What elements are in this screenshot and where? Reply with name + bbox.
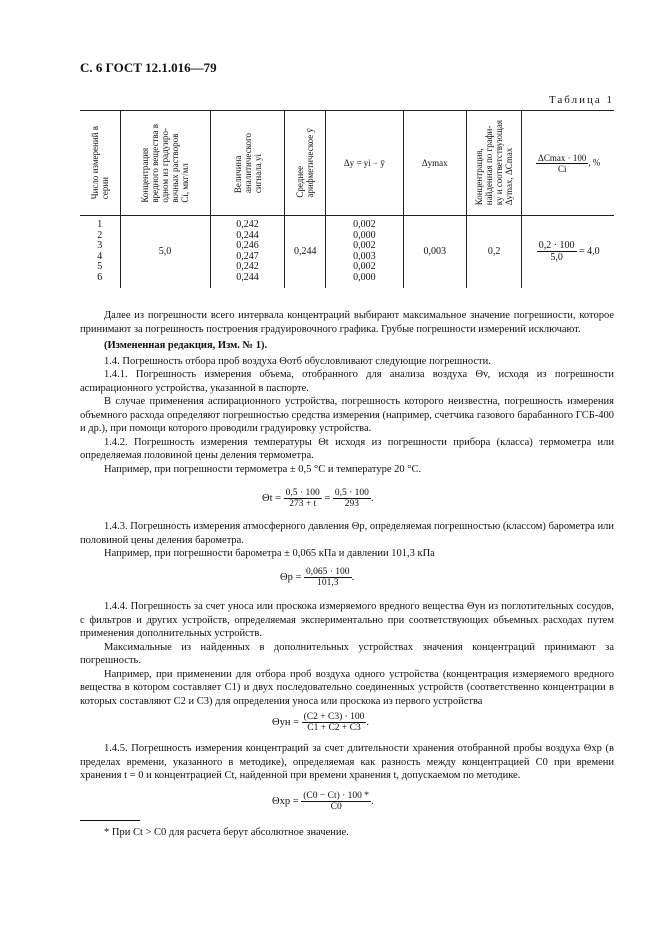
paragraph: 1.4.4. Погрешность за счет уноса или проскока измеряемого вредного вещества Θун из поглотительных сосудов, с фильтров и других устройств, определяемая экспериментально при соответствующих объемных расходах путем применения дополнительных устройств. xyxy=(80,601,614,639)
header-count: Число измерений в серии xyxy=(80,111,120,216)
formula-pressure: Θр = $\frac{0,065 \cdot 100}{101,3}$ . xyxy=(280,567,355,588)
signal-column: 0,242 0,244 0,246 0,247 0,242 0,244 xyxy=(210,216,285,288)
paragraph: 1.4. Погрешность отбора проб воздуха Θотб обусловливают следующие погрешности. xyxy=(104,355,491,367)
concentration-cell: 5,0 xyxy=(120,216,210,288)
amendment-note: (Измененная редакция, Изм. № 1). xyxy=(104,340,268,351)
paragraph: Например, при применении для отбора проб воздуха одного устройства (концентрация измеряемого вредного вещества в котором составляет C1) и двух последовательно соединенных устройств (соответственно концентрации в которых составляют C2 и C3) для определения уноса или проскока из первого устройства xyxy=(80,668,614,707)
header-signal: Величина аналитического сигнала yi xyxy=(210,111,285,216)
header-percent: $\frac{\Delta Cmax \cdot 100}{Ci}$ , % xyxy=(522,111,614,216)
header-found-concentration: Концентрация, найденная по графи- ку и соответствующая Δymax, ΔCmax xyxy=(466,111,522,216)
page-header: С. 6 ГОСТ 12.1.016—79 xyxy=(80,60,217,75)
data-table xyxy=(80,110,614,288)
delta-max-cell: 0,003 xyxy=(403,216,466,288)
formula-temperature: Θt = $\frac{0,5 \cdot 100}{273 + t}$ = $\frac{0,5 \cdot 100}{293}$ . xyxy=(262,488,374,509)
formula-storage: Θхр = $\frac{(C0 - Ct) \cdot 100 *}{C0}$ . xyxy=(272,791,374,812)
paragraph: Максимальные из найденных в дополнительных устройствах значения концентраций принимают за погрешность. xyxy=(80,641,614,666)
paragraph: 1.4.3. Погрешность измерения атмосферного давления Θр, определяемая погрешностью (классом) барометра или половиной цены деления барометра. xyxy=(80,521,614,546)
formula-carryover: Θун = $\frac{(C2 + C3) \cdot 100}{C1 + C2 + C3}$ . xyxy=(272,712,370,733)
header-delta: Δy = yi − ȳ xyxy=(326,111,404,216)
paragraph: Например, при погрешности барометра ± 0,065 кПа и давлении 101,3 кПа xyxy=(104,548,435,559)
found-concentration-cell: 0,2 xyxy=(466,216,522,288)
mean-cell: 0,244 xyxy=(285,216,326,288)
paragraph: 1.4.2. Погрешность измерения температуры Θt исходя из погрешности прибора (класса) термометра или определяемая половиной цены деления термометра. xyxy=(80,436,614,461)
header-mean: Среднее арифметическое ȳ xyxy=(285,111,326,216)
body-block-4 xyxy=(80,742,614,783)
header-concentration: Концентрация вредного вещества в одном из градуиро- вочных растворов Сi, мкг/мл xyxy=(120,111,210,216)
body-block-2 xyxy=(80,520,614,561)
paragraph: Например, при погрешности термометра ± 0,5 °С и температуре 20 °С. xyxy=(104,463,422,475)
paragraph: Далее из погрешности всего интервала концентраций выбирают максимальное значение погрешности, которое принимают за погрешность построения градуировочного графика. Грубые погрешности измерений исключают. xyxy=(80,310,614,335)
header-delta-max: Δymax xyxy=(403,111,466,216)
body-block-3 xyxy=(80,600,614,708)
paragraph: 1.4.1. Погрешность измерения объема, отобранного для анализа воздуха Θv, исходя из погрешности аспирационного устройства, указанной в паспорте. xyxy=(80,369,614,394)
count-column: 1 2 3 4 5 6 xyxy=(97,219,103,283)
footnote: * При Ct > C0 для расчета берут абсолютное значение. xyxy=(104,827,349,838)
delta-column: 0,002 0,000 0,002 0,003 0,002 0,000 xyxy=(326,216,404,288)
table-caption: Таблица 1 xyxy=(548,94,614,106)
paragraph: 1.4.5. Погрешность измерения концентраций за счет длительности хранения отобранной пробы воздуха Θхр (в пределах времени, указанного в методике), определяемая как разность между концентрацией C0 при времени хранения t = 0 и концентрацией Ct, найденной при времени хранения t, допускаемом по методике. xyxy=(80,743,614,781)
percent-cell: $\frac{0,2 \cdot 100}{5,0}$ = 4,0 xyxy=(522,216,614,288)
footnote-divider xyxy=(80,820,140,821)
body-block-1 xyxy=(80,309,614,476)
paragraph: В случае применения аспирационного устройства, погрешность которого неизвестна, погрешность измерения объемного расхода определяют погрешностью средства измерения (например, счетчика газового барабанного ГСБ-400 и др.), при помощи которого проводили градуировку устройства. xyxy=(80,396,614,434)
